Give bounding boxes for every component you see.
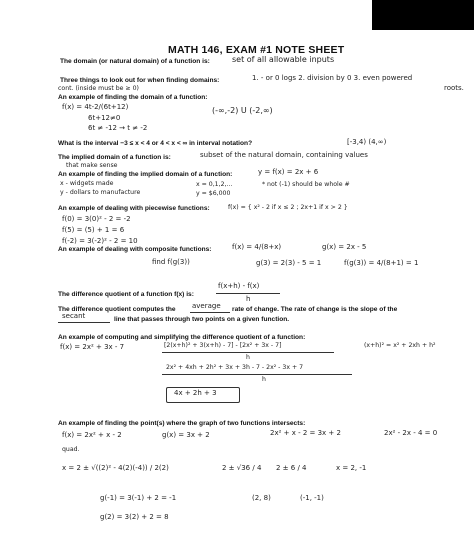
ex-intersect-x: x = 2 ± √((2)² - 4(2)(-4)) / 2(2) <box>62 464 169 472</box>
implied-answer: subset of the natural domain, containing values <box>200 151 368 159</box>
interval-answer: [-3,4) (4,∞) <box>347 138 387 146</box>
ex-piecewise-line1: f(0) = 3(0)² - 2 = -2 <box>62 215 131 223</box>
diff-comp-blank1 <box>190 312 230 313</box>
diff-comp-fill1: average <box>192 302 221 310</box>
ex-implied-line2: y - dollars to manufacture <box>60 189 141 196</box>
ex-intersect-g: g(x) = 3x + 2 <box>162 431 210 439</box>
ex-implied-line3: x = 0,1,2,... <box>196 181 233 188</box>
three-things-answer-3: cont. (inside must be ≥ 0) <box>58 85 139 92</box>
ex-intersect-eq1: 2x² + x - 2 = 3x + 2 <box>270 429 341 437</box>
redaction-box <box>372 0 474 30</box>
ex-simplify-answer: 4x + 2h + 3 <box>174 389 217 397</box>
diff-comp-s3: line that passes through two points on a given function. <box>114 316 290 323</box>
diff-quot-numerator: f(x+h) - f(x) <box>218 282 260 290</box>
ex-simplify-side: (x+h)² = x² + 2xh + h² <box>364 342 436 349</box>
diff-quot-fraction-bar <box>216 293 280 294</box>
ex-composite-f: f(x) = 4/(8+x) <box>232 243 282 251</box>
ex-domain-line2: 6t+12≠0 <box>88 114 121 122</box>
ex-implied-line1: x - widgets made <box>60 180 114 187</box>
ex-intersect-prompt: An example of finding the point(s) where the graph of two functions intersects: <box>58 420 306 427</box>
diff-quot-prompt: The difference quotient of a function f(x) is: <box>58 291 194 298</box>
ex-domain-line3: 6t ≠ -12 → t ≠ -2 <box>88 124 148 132</box>
ex-domain-line1: f(x) = 4t-2/(6t+12) <box>62 103 129 111</box>
ex-implied-line4: y = $6,000 <box>196 190 231 197</box>
ex-intersect-pt1: (2, 8) <box>252 494 271 502</box>
interval-prompt: What is the interval −3 ≤ x < 4 or 4 < x < ∞ in interval notation? <box>58 140 253 147</box>
ex-simplify-num2: 2x² + 4xh + 2h² + 3x + 3h - 7 - 2x² - 3x + 7 <box>166 364 304 371</box>
ex-composite-result: f(g(3)) = 4/(8+1) = 1 <box>344 259 419 267</box>
implied-prompt: The implied domain of a function is: <box>58 154 171 161</box>
ex-intersect-pt2: (-1, -1) <box>300 494 324 502</box>
diff-comp-blank2 <box>58 322 110 323</box>
ex-piecewise-line3: f(-2) = 3(-2)² - 2 = 10 <box>62 237 138 245</box>
domain-answer: set of all allowable inputs <box>232 55 335 64</box>
ex-simplify-fraction-bar-2 <box>162 374 352 375</box>
ex-simplify-fraction-bar-1 <box>162 352 334 353</box>
ex-composite-g3: g(3) = 2(3) - 5 = 1 <box>256 259 322 267</box>
ex-domain-prompt: An example of finding the domain of a function: <box>58 94 208 101</box>
page-title: MATH 146, EXAM #1 NOTE SHEET <box>168 44 345 56</box>
ex-composite-find: find f(g(3)) <box>152 258 190 266</box>
ex-composite-g: g(x) = 2x - 5 <box>322 243 367 251</box>
diff-comp-s1: The difference quotient computes the <box>58 306 176 313</box>
diff-comp-fill2: secant <box>62 312 86 320</box>
ex-intersect-roots: x = 2, -1 <box>336 464 367 472</box>
ex-intersect-step2: 2 ± √36 / 4 <box>222 464 262 472</box>
implied-answer-2: that make sense <box>66 162 118 169</box>
ex-piecewise-def: f(x) = { x² - 2 if x ≤ 2 ; 2x+1 if x > 2 } <box>228 204 348 211</box>
ex-implied-prompt: An example of finding the implied domain of a function: <box>58 171 233 178</box>
ex-intersect-f: f(x) = 2x² + x - 2 <box>62 431 122 439</box>
ex-simplify-den2: h <box>262 376 266 383</box>
three-things-prompt: Three things to look out for when finding domains: <box>60 77 220 84</box>
ex-implied-answer: y = f(x) = 2x + 6 <box>258 168 319 176</box>
ex-intersect-g1: g(-1) = 3(-1) + 2 = -1 <box>100 494 177 502</box>
ex-simplify-func: f(x) = 2x² + 3x - 7 <box>60 343 125 351</box>
ex-intersect-quad: quad. <box>62 446 80 453</box>
ex-intersect-eq2: 2x² - 2x - 4 = 0 <box>384 429 438 437</box>
ex-intersect-step3: 2 ± 6 / 4 <box>276 464 307 472</box>
ex-simplify-prompt: An example of computing and simplifying the difference quotient of a function: <box>58 334 306 341</box>
ex-piecewise-line2: f(5) = (5) + 1 = 6 <box>62 226 125 234</box>
ex-simplify-num1: [2(x+h)² + 3(x+h) - 7] - [2x² + 3x - 7] <box>164 342 282 349</box>
ex-intersect-g2: g(2) = 3(2) + 2 = 8 <box>100 513 169 521</box>
ex-composite-prompt: An example of dealing with composite functions: <box>58 246 212 253</box>
ex-implied-note: * not (-1) should be whole # <box>262 181 350 188</box>
diff-comp-s2: rate of change. The rate of change is the slope of the <box>232 306 398 313</box>
diff-quot-denominator: h <box>246 295 251 303</box>
ex-simplify-den1: h <box>246 354 250 361</box>
ex-domain-answer: (-∞,-2) U (-2,∞) <box>212 106 273 115</box>
three-things-answer-2: roots. <box>444 84 464 92</box>
three-things-answer: 1. - or 0 logs 2. division by 0 3. even powered <box>252 74 413 82</box>
domain-prompt: The domain (or natural domain) of a function is: <box>60 58 210 65</box>
ex-piecewise-prompt: An example of dealing with piecewise functions: <box>58 205 210 212</box>
